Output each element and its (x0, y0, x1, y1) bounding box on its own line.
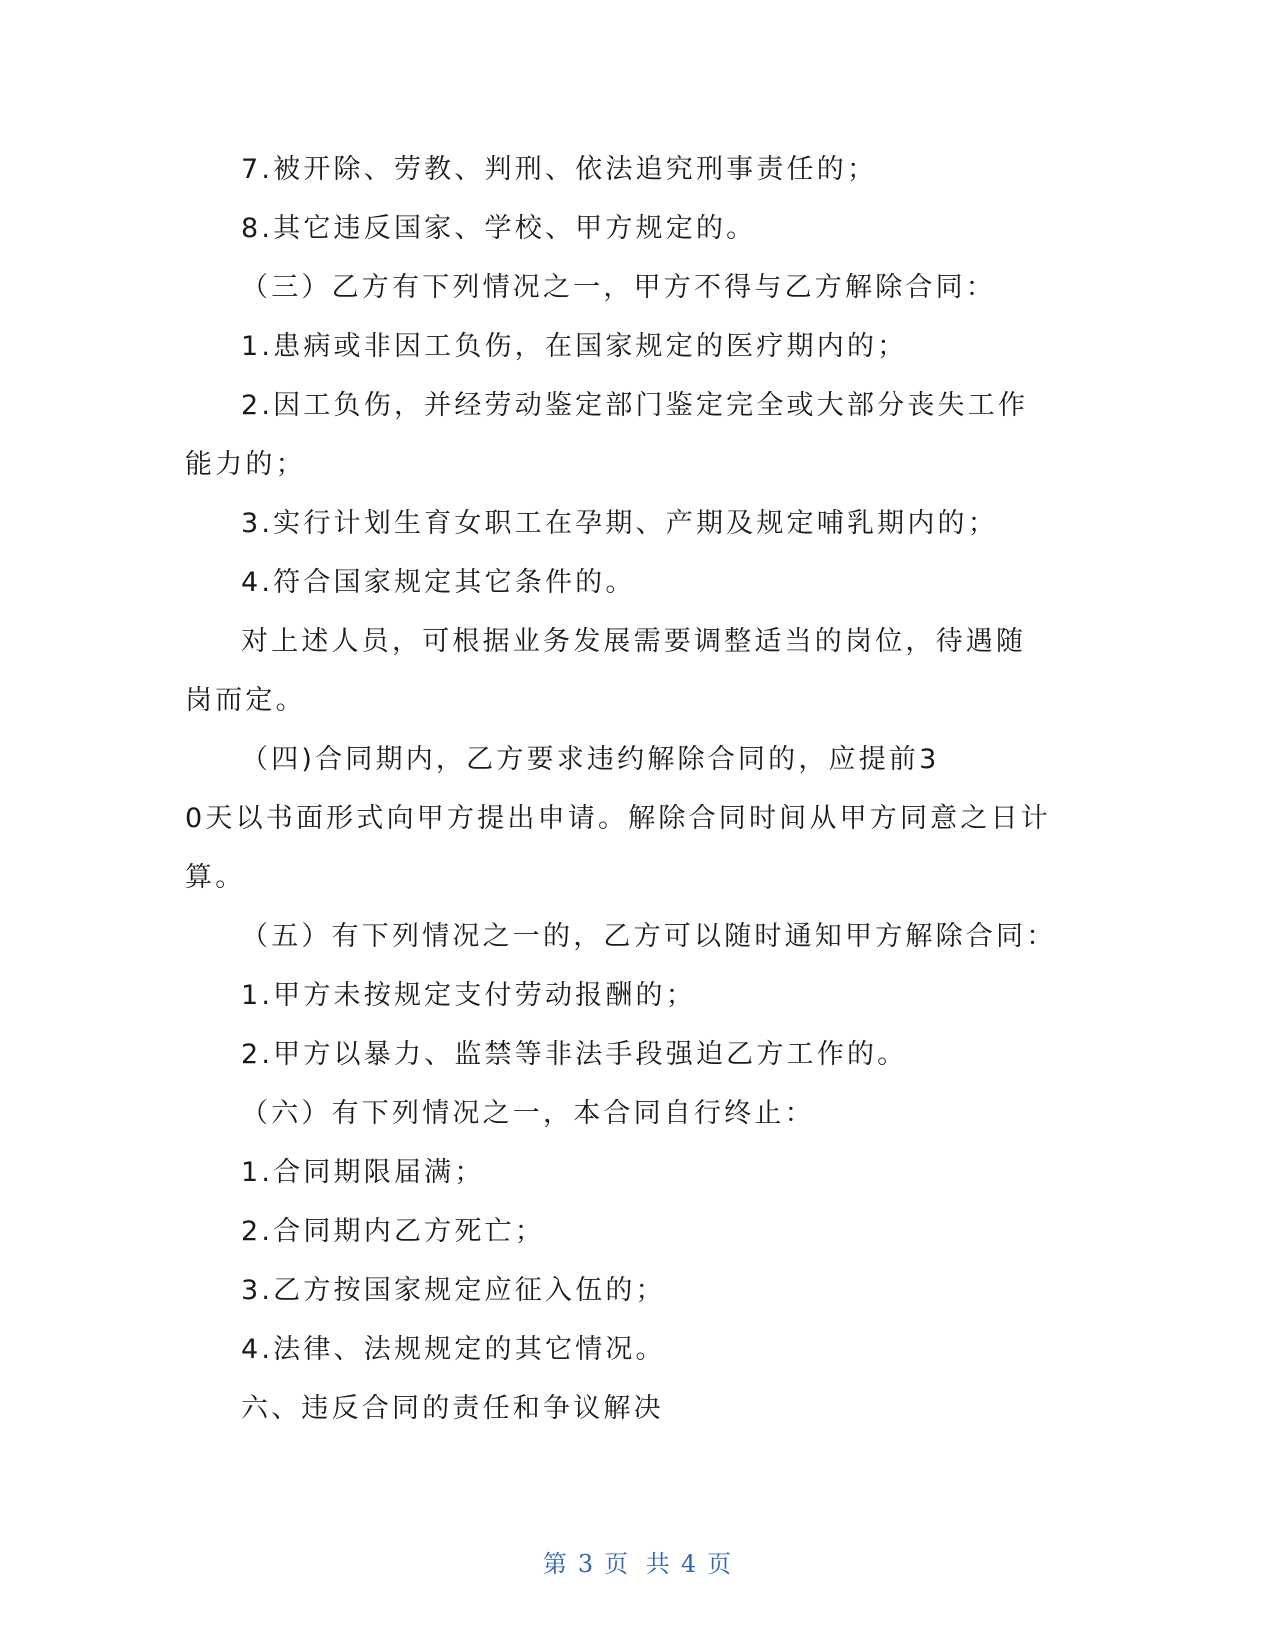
doc-line-section-4-cont: 0天以书面形式向甲方提出申请。解除合同时间从甲方同意之日计 (185, 803, 1051, 834)
document-body (185, 140, 1065, 1438)
doc-line-s5-item-1: 1.甲方未按规定支付劳动报酬的； (241, 980, 696, 1011)
doc-line-s3-item-2: 2.因工负伤，并经劳动鉴定部门鉴定完全或大部分丧失工作 (241, 390, 1029, 421)
doc-line-s6-item-1: 1.合同期限届满； (241, 1157, 485, 1188)
doc-line-s6-item-2: 2.合同期内乙方死亡； (241, 1216, 545, 1247)
doc-line-s5-item-2: 2.甲方以暴力、监禁等非法手段强迫乙方工作的。 (241, 1039, 908, 1070)
doc-line-section-5: （五）有下列情况之一的，乙方可以随时通知甲方解除合同： (241, 921, 1057, 952)
doc-line-section-3: （三）乙方有下列情况之一，甲方不得与乙方解除合同： (241, 272, 996, 303)
doc-line-s3-item-1: 1.患病或非因工负伤，在国家规定的医疗期内的； (241, 331, 908, 362)
doc-line-s6-item-4: 4.法律、法规规定的其它情况。 (241, 1334, 666, 1365)
page-label-mid: 页 共 (604, 1550, 671, 1578)
doc-line-s6-item-3: 3.乙方按国家规定应征入伍的； (241, 1275, 666, 1306)
doc-line-s3-item-2-cont: 能力的； (185, 449, 306, 480)
doc-line-s3-note: 对上述人员，可根据业务发展需要调整适当的岗位，待遇随 (241, 626, 1027, 657)
doc-line-s3-item-3: 3.实行计划生育女职工在孕期、产期及规定哺乳期内的； (241, 508, 998, 539)
doc-line-section-4: （四)合同期内，乙方要求违约解除合同的，应提前3 (241, 744, 940, 775)
doc-line-s3-item-4: 4.符合国家规定其它条件的。 (241, 567, 636, 598)
total-pages-number: 4 (680, 1550, 698, 1578)
doc-line-item-7: 7.被开除、劳教、判刑、依法追究刑事责任的； (241, 154, 878, 185)
doc-line-s3-note-cont: 岗而定。 (185, 685, 306, 716)
page-number-footer (0, 1544, 1275, 1579)
page-label-suffix: 页 (707, 1550, 733, 1578)
current-page-number: 3 (577, 1550, 595, 1578)
doc-line-item-8: 8.其它违反国家、学校、甲方规定的。 (241, 213, 757, 244)
doc-line-section-6: （六）有下列情况之一，本合同自行终止： (241, 1098, 815, 1129)
doc-line-section-4-end: 算。 (185, 862, 246, 893)
page-label-prefix: 第 (542, 1550, 568, 1578)
doc-heading-chapter-6: 六、违反合同的责任和争议解决 (241, 1393, 664, 1424)
